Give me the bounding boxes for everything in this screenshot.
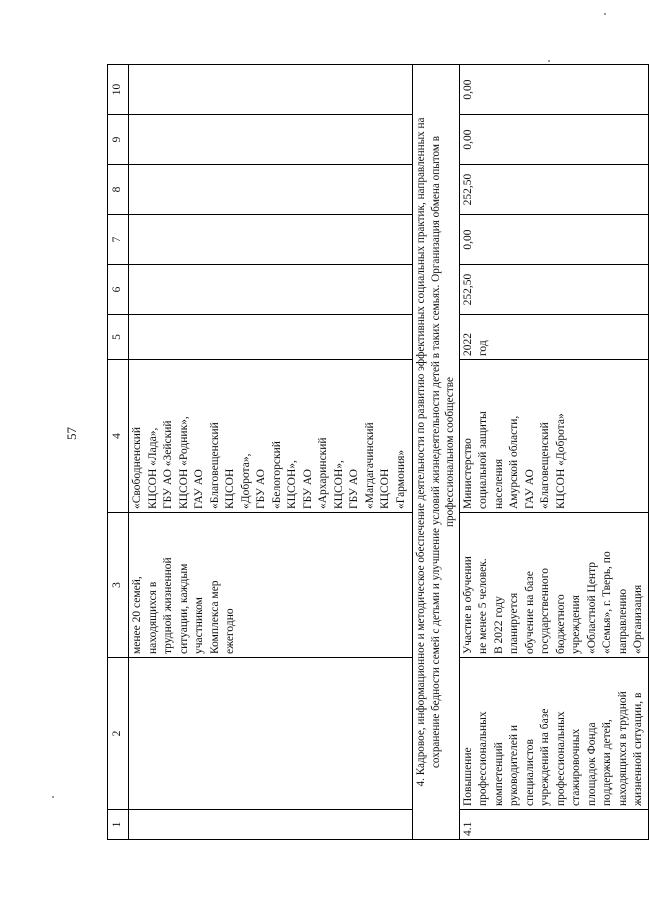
table-cell bbox=[129, 215, 413, 265]
header-row bbox=[108, 65, 129, 840]
indicator-cell: Участие в обучении не менее 5 человек. В 2022 году планируется обучение на базе государственного бюджетного учреждения «Областной Центр «Семья», г. Тверь, по направлению «Организация bbox=[459, 513, 648, 658]
table-row-4-1 bbox=[459, 65, 648, 840]
header-cell: 8 bbox=[108, 165, 129, 215]
funding-cell: 0,00 bbox=[459, 65, 648, 115]
header-cell: 2 bbox=[108, 658, 129, 810]
section-title: 4. Кадровое, информационное и методическое обеспечение деятельности по развитию эффективных социальных практик, направленных на сохранение бедности семей с детьми и улучшение условий жизнедеятельности детей в таких семьях. Организация обмена опытом в профессиональном сообществе bbox=[413, 65, 460, 840]
page-number: 57 bbox=[64, 427, 79, 440]
budget-measures-table bbox=[107, 64, 649, 840]
table-cell bbox=[129, 115, 413, 165]
indicator-cell: менее 20 семей, находящихся в трудной жизненной ситуации, каждым участником Комплекса мер ежегодно bbox=[129, 513, 413, 658]
header-cell: 10 bbox=[108, 65, 129, 115]
executors-cell: Министерство социальной защиты населения Амурской области, ГАУ АО «Благовещенский КЦСОН «Доброта» bbox=[459, 360, 648, 513]
funding-cell: 0,00 bbox=[459, 115, 648, 165]
table-cell bbox=[129, 658, 413, 810]
rotated-page-content bbox=[107, 65, 644, 840]
section-heading-row bbox=[413, 65, 460, 840]
table-cell bbox=[129, 265, 413, 315]
scan-speck bbox=[548, 60, 550, 62]
table-cell bbox=[129, 810, 413, 840]
header-cell: 1 bbox=[108, 810, 129, 840]
header-cell: 5 bbox=[108, 315, 129, 360]
header-cell: 3 bbox=[108, 513, 129, 658]
header-cell: 9 bbox=[108, 115, 129, 165]
measure-name-cell: Повышение профессиональных компетенций руководителей и специалистов учреждений на базе профессиональных стажировочных площадок Фонда поддержки детей, находящихся в трудной жизненной ситуации, в bbox=[459, 658, 648, 810]
table-cell bbox=[129, 65, 413, 115]
scan-speck bbox=[52, 796, 54, 798]
table-cell bbox=[129, 165, 413, 215]
table-cell bbox=[129, 315, 413, 360]
funding-total-cell: 252,50 bbox=[459, 265, 648, 315]
funding-cell: 0,00 bbox=[459, 215, 648, 265]
period-cell: 2022 год bbox=[459, 315, 648, 360]
header-cell: 7 bbox=[108, 215, 129, 265]
executors-cell: «Свободненский КЦСОН «Лада», ГБУ АО «Зейский КЦСОН «Родник», ГАУ АО «Благовещенский КЦСОН «Доброта», ГБУ АО «Белогорский КЦСОН», ГБУ АО «Архаринский КЦСОН», ГБУ АО «Магдагачинский КЦСОН «Гармония» bbox=[129, 360, 413, 513]
scan-speck bbox=[604, 13, 606, 15]
header-cell: 4 bbox=[108, 360, 129, 513]
continued-row bbox=[129, 65, 413, 840]
funding-cell: 252,50 bbox=[459, 165, 648, 215]
row-number: 4.1 bbox=[459, 810, 648, 840]
header-cell: 6 bbox=[108, 265, 129, 315]
